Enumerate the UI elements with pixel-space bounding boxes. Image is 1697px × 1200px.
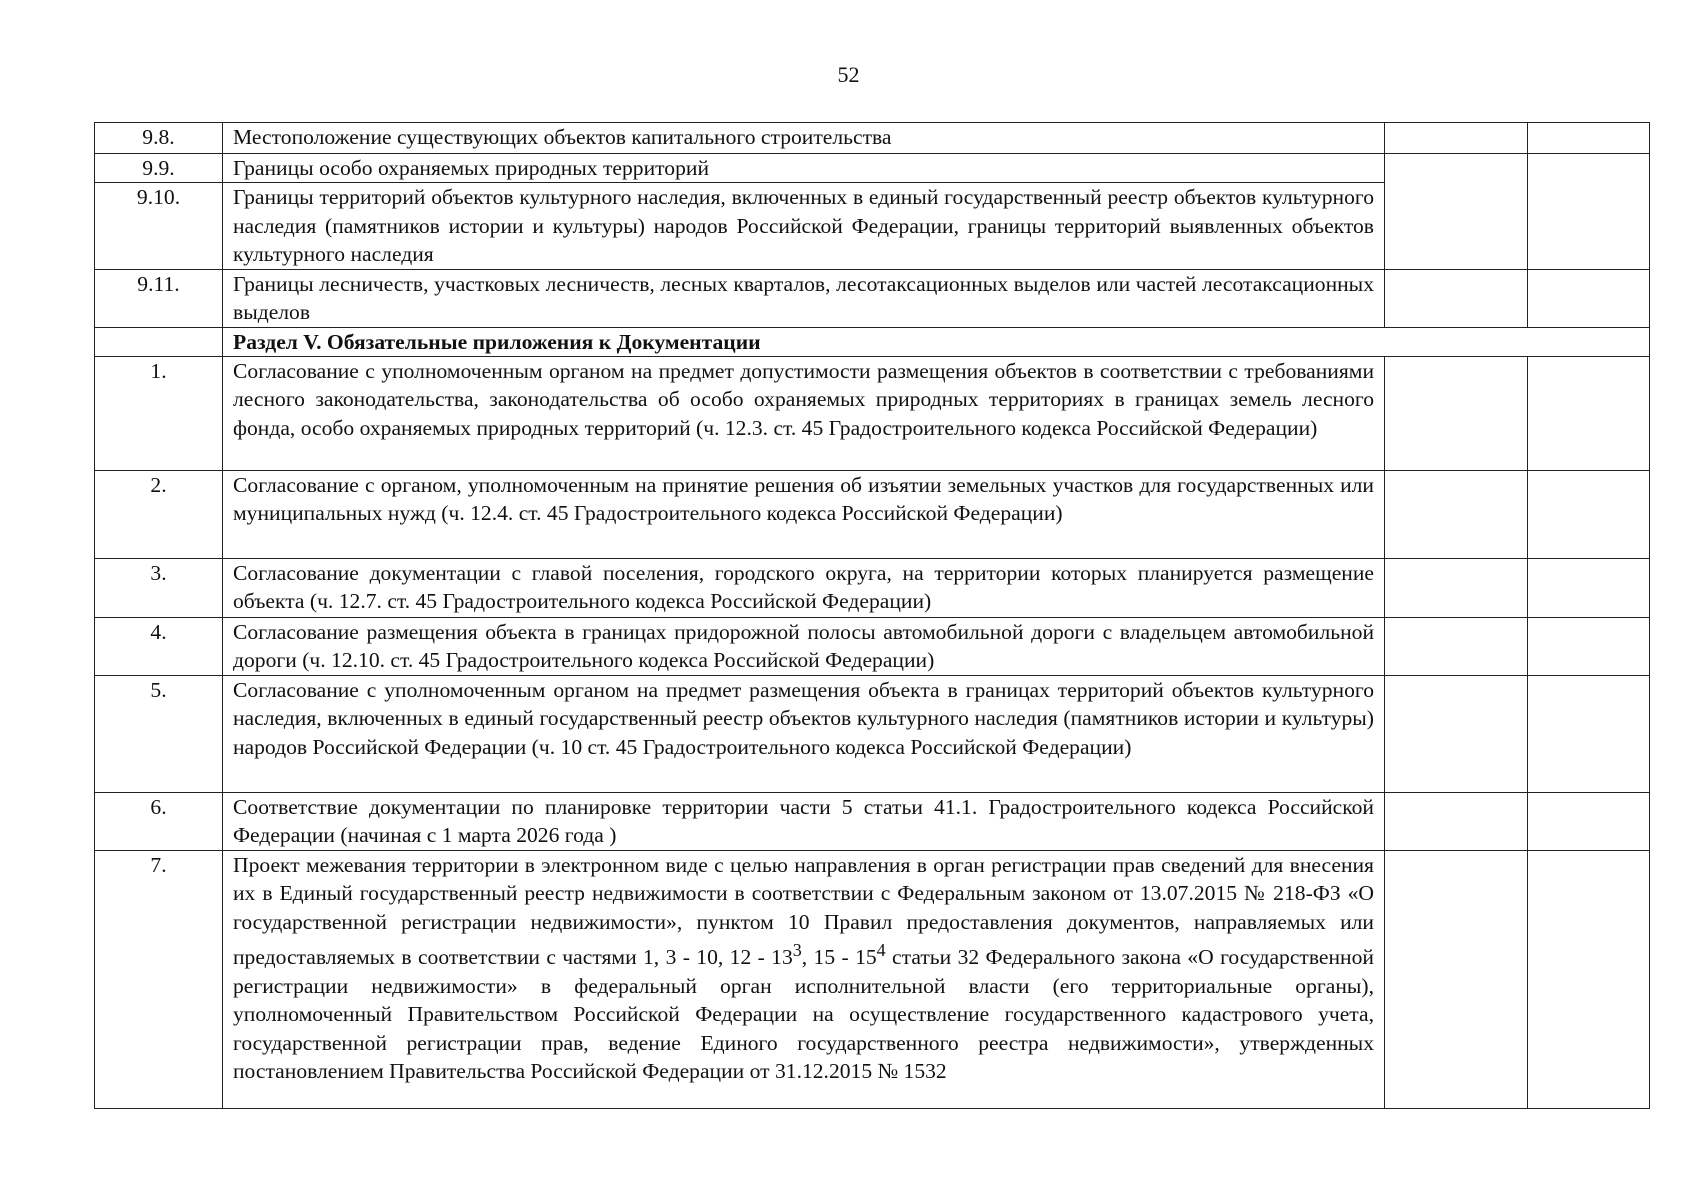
row-text: Границы лесничеств, участковых лесничеств, лесных кварталов, лесотаксационных выделов или частей лесотаксационных выделов [223,269,1385,327]
empty-cell [1528,559,1650,618]
row-number: 5. [95,676,223,793]
table-row [95,357,1650,471]
row-number: 2. [95,471,223,559]
empty-cell [1385,471,1528,559]
row-number: 9.10. [95,183,223,269]
table-row [95,793,1650,851]
empty-cell [1528,618,1650,676]
documentation-table [94,122,1650,1109]
empty-cell [1385,676,1528,793]
row-text: Границы особо охраняемых природных территорий [223,154,1385,183]
row-number: 9.8. [95,123,223,154]
superscript: 3 [792,940,802,961]
empty-cell [1528,471,1650,559]
empty-cell [1385,559,1528,618]
row-text: Местоположение существующих объектов капитального строительства [223,123,1385,154]
empty-cell [1385,357,1528,471]
superscript: 4 [876,940,886,961]
empty-cell [1528,676,1650,793]
empty-cell [1385,123,1528,154]
row-text: Соответствие документации по планировке территории части 5 статьи 41.1. Градостроительного кодекса Российской Федерации (начиная с 1 марта 2026 года ) [223,793,1385,851]
row-text-part: Проект межевания территории в электронном виде с целью направления в орган регистрации прав сведений для внесения их в Единый государственный реестр недвижимости в соответствии с Федеральным законом от 13.07.2015 № 218-ФЗ «О государственной регистрации недвижимости», пунктом 10 Правил предоставления документов, направляемых или предоставляемых в соответствии с частями 1, 3 - 10, 12 - 13 [233,853,1374,970]
empty-cell [1528,851,1650,1109]
table-row [95,154,1650,183]
empty-cell [1385,154,1528,270]
empty-cell [1385,793,1528,851]
empty-cell [1385,618,1528,676]
row-number: 4. [95,618,223,676]
row-number: 1. [95,357,223,471]
row-text: Согласование документации с главой поселения, городского округа, на территории которых планируется размещение объекта (ч. 12.7. ст. 45 Градостроительного кодекса Российской Федерации) [223,559,1385,618]
row-number: 9.9. [95,154,223,183]
row-number [95,327,223,356]
section-title: Раздел V. Обязательные приложения к Документации [223,327,1650,356]
row-text: Согласование с уполномоченным органом на предмет допустимости размещения объектов в соответствии с требованиями лесного законодательства, законодательства об особо охраняемых природных территориях в границах земель лесного фонда, особо охраняемых природных территорий (ч. 12.3. ст. 45 Градостроительного кодекса Российской Федерации) [223,357,1385,471]
row-text [223,851,1385,1109]
row-number: 3. [95,559,223,618]
row-number: 7. [95,851,223,1109]
table-row [95,559,1650,618]
table-row [95,851,1650,1109]
table-row [95,676,1650,793]
row-number: 6. [95,793,223,851]
empty-cell [1528,154,1650,270]
row-text-part: , 15 - 15 [801,945,877,970]
empty-cell [1385,269,1528,327]
table-row [95,471,1650,559]
row-text-part: статьи 32 Федерального закона «О государственной регистрации недвижимости» в федеральный орган исполнительной власти (его территориальные органы), уполномоченный Правительством Российской Федерации на осуществление государственного кадастрового учета, государственной регистрации прав, ведение Единого государственного реестра недвижимости», утвержденных постановлением Правительства Российской Федерации от 31.12.2015 № 1532 [233,945,1374,1084]
section-header-row [95,327,1650,356]
empty-cell [1528,269,1650,327]
row-text: Согласование с органом, уполномоченным на принятие решения об изъятии земельных участков для государственных или муниципальных нужд (ч. 12.4. ст. 45 Градостроительного кодекса Российской Федерации) [223,471,1385,559]
row-text: Согласование размещения объекта в границах придорожной полосы автомобильной дороги с владельцем автомобильной дороги (ч. 12.10. ст. 45 Градостроительного кодекса Российской Федерации) [223,618,1385,676]
table-row [95,123,1650,154]
table-row [95,269,1650,327]
row-text: Согласование с уполномоченным органом на предмет размещения объекта в границах территорий объектов культурного наследия, включенных в единый государственный реестр объектов культурного наследия (памятников истории и культуры) народов Российской Федерации (ч. 10 ст. 45 Градостроительного кодекса Российской Федерации) [223,676,1385,793]
empty-cell [1528,123,1650,154]
row-number: 9.11. [95,269,223,327]
row-text: Границы территорий объектов культурного наследия, включенных в единый государственный реестр объектов культурного наследия (памятников истории и культуры) народов Российской Федерации, границы территорий выявленных объектов культурного наследия [223,183,1385,269]
empty-cell [1528,357,1650,471]
empty-cell [1385,851,1528,1109]
table-row [95,618,1650,676]
page-number: 52 [837,62,860,87]
empty-cell [1528,793,1650,851]
